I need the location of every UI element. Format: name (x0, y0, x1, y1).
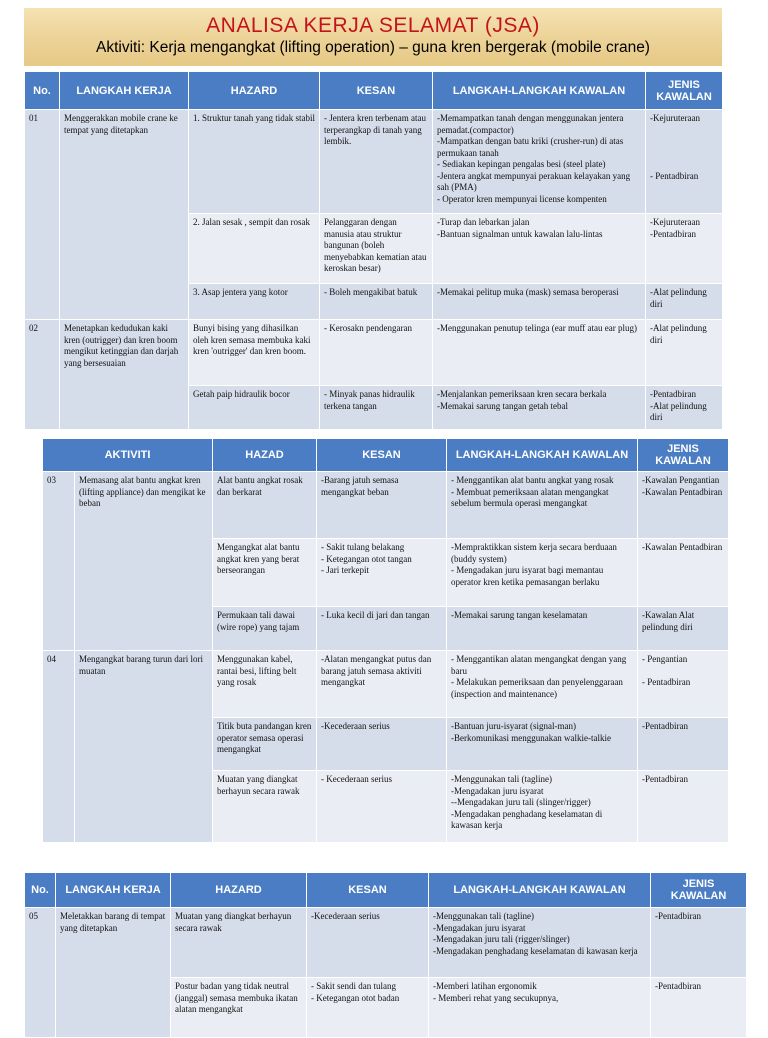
hazard-cell: 3. Asap jentera yang kotor (189, 284, 320, 320)
effect-cell: - Minyak panas hidraulik terkena tangan (320, 386, 433, 430)
control-cell: -Bantuan juru-isyarat (signal-man) -Berkomunikasi menggunakan walkie-talkie (447, 718, 638, 771)
step-number: 05 (25, 908, 56, 1038)
header-jenis-kawalan: JENIS KAWALAN (646, 72, 723, 110)
table-header-row (25, 873, 747, 908)
hazard-cell: Titik buta pandangan kren operator semasa operasi mengangkat (213, 718, 317, 771)
header-kesan: KESAN (307, 873, 429, 908)
work-step: Meletakkan barang di tempat yang ditetapkan (56, 908, 171, 1038)
control-cell: -Memakai sarung tangan keselamatan (447, 607, 638, 651)
header-langkah-kerja: LANGKAH KERJA (60, 72, 189, 110)
header-hazard: HAZARD (189, 72, 320, 110)
hazard-cell: Mengangkat alat bantu angkat kren yang berat berseorangan (213, 539, 317, 607)
hazard-cell: Getah paip hidraulik bocor (189, 386, 320, 430)
header-no: No. (25, 873, 56, 908)
hazard-cell: 1. Struktur tanah yang tidak stabil (189, 110, 320, 214)
effect-cell: - Sakit sendi dan tulang - Ketegangan otot badan (307, 978, 429, 1038)
jsa-table-2 (42, 438, 729, 843)
effect-cell: -Kecederaan serius (307, 908, 429, 978)
header-kesan: KESAN (320, 72, 433, 110)
step-number: 04 (43, 651, 75, 843)
step-number: 03 (43, 472, 75, 651)
effect-cell: - Kecederaan serius (317, 771, 447, 843)
control-type-cell: -Kawalan Pentadbiran (638, 539, 729, 607)
effect-cell: - Boleh mengakibat batuk (320, 284, 433, 320)
control-cell: -Memberi latihan ergonomik - Memberi rehat yang secukupnya, (429, 978, 651, 1038)
effect-cell: - Sakit tulang belakang - Ketegangan otot tangan - Jari terkepit (317, 539, 447, 607)
control-cell: -Memakai pelitup muka (mask) semasa beroperasi (433, 284, 646, 320)
table-row (43, 472, 729, 539)
control-type-cell: -Alat pelindung diri (646, 320, 723, 386)
hazard-cell: Muatan yang diangkat berhayun secara rawak (171, 908, 307, 978)
control-type-cell: -Pentadbiran (638, 771, 729, 843)
effect-cell: - Kerosakn pendengaran (320, 320, 433, 386)
table-row (25, 320, 723, 386)
header-hazad: HAZAD (213, 439, 317, 472)
control-type-cell: -Pentadbiran (651, 908, 747, 978)
effect-cell: -Kecederaan serius (317, 718, 447, 771)
control-cell: -Menggunakan penutup telinga (ear muff atau ear plug) (433, 320, 646, 386)
effect-cell: - Luka kecil di jari dan tangan (317, 607, 447, 651)
header-kesan: KESAN (317, 439, 447, 472)
header-langkah-kerja: LANGKAH KERJA (56, 873, 171, 908)
hazard-cell: Postur badan yang tidak neutral (janggal) semasa membuka ikatan alatan mengangkat (171, 978, 307, 1038)
table-header-row (25, 72, 723, 110)
jsa-table-3 (24, 872, 747, 1038)
control-cell: - Menggantikan alat bantu angkat yang rosak - Membuat pemeriksaan alatan mengangkat sebelum bermula operasi mengangkat (447, 472, 638, 539)
header-jenis-kawalan: JENIS KAWALAN (638, 439, 729, 472)
header-no: No. (25, 72, 60, 110)
control-cell: -Menjalankan pemeriksaan kren secara berkala -Memakai sarung tangan getah tebal (433, 386, 646, 430)
work-step: Menggerakkan mobile crane ke tempat yang ditetapkan (60, 110, 189, 320)
control-cell: -Mempraktikkan sistem kerja secara berduaan (buddy system) - Mengadakan juru isyarat bagi memantau operator kren ketika pemasangan berlaku (447, 539, 638, 607)
table-header-row (43, 439, 729, 472)
header-kawalan: LANGKAH-LANGKAH KAWALAN (447, 439, 638, 472)
table-row (25, 908, 747, 978)
control-type-cell: - Pengantian - Pentadbiran (638, 651, 729, 718)
control-cell: -Menggunakan tali (tagline) -Mengadakan juru isyarat --Mengadakan juru tali (slinger/rigger) -Mengadakan penghadang keselamatan di kawasan kerja (447, 771, 638, 843)
control-cell: -Menggunakan tali (tagline) -Mengadakan juru isyarat -Mengadakan juru tali (rigger/slinger) -Mengadakan penghadang keselamatan di kawasan kerja (429, 908, 651, 978)
control-type-cell: -Kejuruteraan -Pentadbiran (646, 214, 723, 284)
work-step: Memasang alat bantu angkat kren (lifting appliance) dan mengikat ke beban (75, 472, 213, 651)
header-kawalan: LANGKAH-LANGKAH KAWALAN (429, 873, 651, 908)
control-cell: -Turap dan lebarkan jalan -Bantuan signalman untuk kawalan lalu-lintas (433, 214, 646, 284)
table-row (25, 110, 723, 214)
header-hazard: HAZARD (171, 873, 307, 908)
work-step: Menetapkan kedudukan kaki kren (outrigger) dan kren boom mengikut ketinggian dan darjah yang bersesuaian (60, 320, 189, 430)
jsa-table-1 (24, 71, 723, 430)
control-cell: - Menggantikan alatan mengangkat dengan yang baru - Melakukan pemeriksaan dan penyelenggaraan (inspection and maintenance) (447, 651, 638, 718)
work-step: Mengangkat barang turun dari lori muatan (75, 651, 213, 843)
hazard-cell: Alat bantu angkat rosak dan berkarat (213, 472, 317, 539)
title-banner (24, 8, 722, 66)
control-type-cell: -Kawalan Alat pelindung diri (638, 607, 729, 651)
effect-cell: Pelanggaran dengan manusia atau struktur bangunan (boleh menyebabkan kematian atau keroskan besar) (320, 214, 433, 284)
control-type-cell: -Pentadbiran (638, 718, 729, 771)
header-jenis-kawalan: JENIS KAWALAN (651, 873, 747, 908)
hazard-cell: Permukaan tali dawai (wire rope) yang tajam (213, 607, 317, 651)
effect-cell: -Alatan mengangkat putus dan barang jatuh semasa aktiviti mengangkat (317, 651, 447, 718)
control-cell: -Memampatkan tanah dengan menggunakan jentera pemadat.(compactor) -Mampatkan dengan batu kriki (crusher-run) di atas permukaan tanah - Sediakan kepingan pengalas besi (steel plate) -Jentera angkat mempunyai perakuan kelayakan yang sah (PMA) - Operator kren mempunyai license kompenten (433, 110, 646, 214)
control-type-cell: -Pentadbiran (651, 978, 747, 1038)
document-title: ANALISA KERJA SELAMAT (JSA) (206, 14, 540, 37)
hazard-cell: Menggunakan kabel, rantai besi, lifting belt yang rosak (213, 651, 317, 718)
effect-cell: - Jentera kren terbenam atau terperangkap di tanah yang lembik. (320, 110, 433, 214)
header-kawalan: LANGKAH-LANGKAH KAWALAN (433, 72, 646, 110)
hazard-cell: Muatan yang diangkat berhayun secara rawak (213, 771, 317, 843)
step-number: 01 (25, 110, 60, 320)
document-subtitle: Aktiviti: Kerja mengangkat (lifting operation) – guna kren bergerak (mobile crane) (96, 39, 650, 56)
control-type-cell: -Kawalan Pengantian -Kawalan Pentadbiran (638, 472, 729, 539)
effect-cell: -Barang jatuh semasa mengangkat beban (317, 472, 447, 539)
control-type-cell: -Alat pelindung diri (646, 284, 723, 320)
header-aktiviti: AKTIVITI (43, 439, 213, 472)
table-row (43, 651, 729, 718)
control-type-cell: -Kejuruteraan - Pentadbiran (646, 110, 723, 214)
hazard-cell: 2. Jalan sesak , sempit dan rosak (189, 214, 320, 284)
hazard-cell: Bunyi bising yang dihasilkan oleh kren semasa membuka kaki kren 'outrigger' dan kren boom. (189, 320, 320, 386)
control-type-cell: -Pentadbiran -Alat pelindung diri (646, 386, 723, 430)
step-number: 02 (25, 320, 60, 430)
